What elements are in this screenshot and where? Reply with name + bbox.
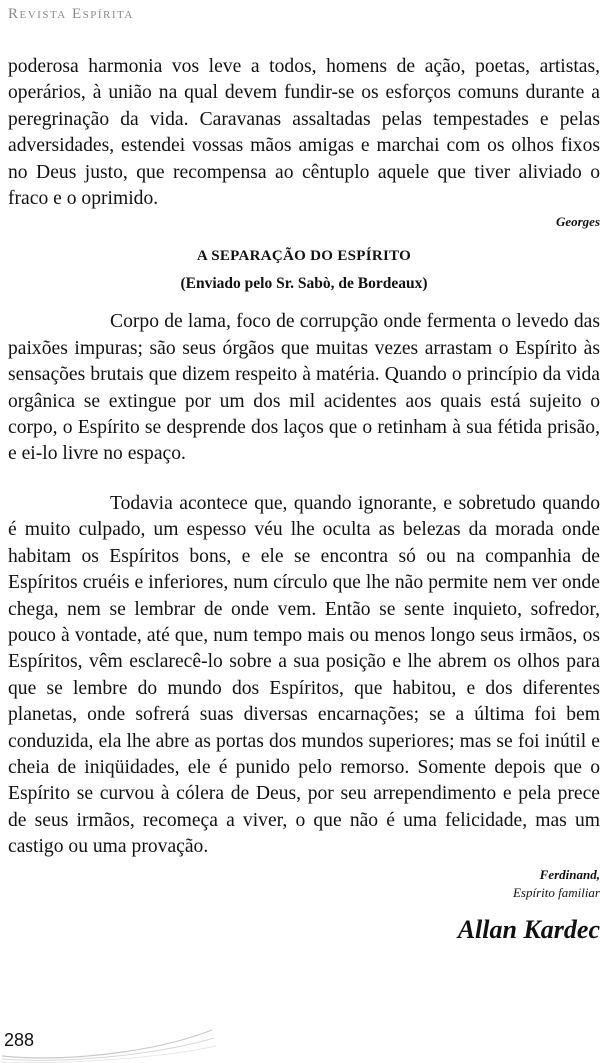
closing-author: Allan Kardec — [457, 914, 600, 944]
opening-signature: Georges — [555, 214, 600, 230]
article-title: A SEPARAÇÃO DO ESPÍRITO — [196, 248, 412, 265]
article-signature-role: Espírito familiar — [512, 884, 600, 900]
opening-paragraph: poderosa harmonia vos leve a todos, homens de ação, poetas, artistas, operários, à união na qual devem fundir-se os esforços comuns durante a peregrinação da vida. Caravanas assaltadas pelas tempestades e pelas adversidades, estendei vossas mãos amigas e marchai com os olhos fixos no Deus justo, que recompensa ao cêntuplo aquele que tiver aliviado o fraco e o oprimido. — [8, 56, 600, 210]
running-title: Revista Espírita — [8, 6, 134, 22]
article-paragraph-1: Corpo de lama, foco de corrupção onde fermenta o levedo das paixões impuras; são seus órgãos que muitas vezes arrastam o Espírito às sensações brutais que dizem respeito à matéria. Quando o princípio da vida orgânica se extingue por um dos mil acidentes aos quais está sujeito o corpo, o Espírito se desprende dos laços que o retinham à sua fétida prisão, e ei-lo livre no espaço. — [8, 311, 600, 465]
article-paragraph-2: Todavia acontece que, quando ignorante, e sobretudo quando é muito culpado, um espesso véu lhe oculta as belezas da morada onde habitam os Espíritos bons, e ele se encontra só ou na companhia de Espíritos cruéis e inferiores, num círculo que lhe não permite nem ver onde chega, nem se lembrar de onde vem. Então se sente inquieto, sofredor, pouco à vontade, até que, num tempo mais ou menos longo seus irmãos, os Espíritos, vêm esclarecê-lo sobre a sua posição e lhe abrem os olhos para que se lembre do mundo dos Espíritos, que habitou, e dos diferentes planetas, onde sofrerá suas diversas encarnações; se a última foi bem conduzida, ela lhe abre as portas dos mundos superiores; mas se foi inútil e cheia de iniqüidades, ele é punido pelo remorso. Somente depois que o Espírito se curvou à cólera de Deus, por seu arrependimento e pela prece de seus irmãos, recomeça a viver, o que não é uma felicidade, mas um castigo ou uma provação. — [8, 492, 600, 858]
article-subtitle: (Enviado pelo Sr. Sabò, de Bordeaux) — [180, 275, 428, 293]
page-number: 288 — [4, 1030, 35, 1050]
article-signature-name: Ferdinand, — [539, 866, 600, 882]
page-body — [8, 54, 600, 945]
